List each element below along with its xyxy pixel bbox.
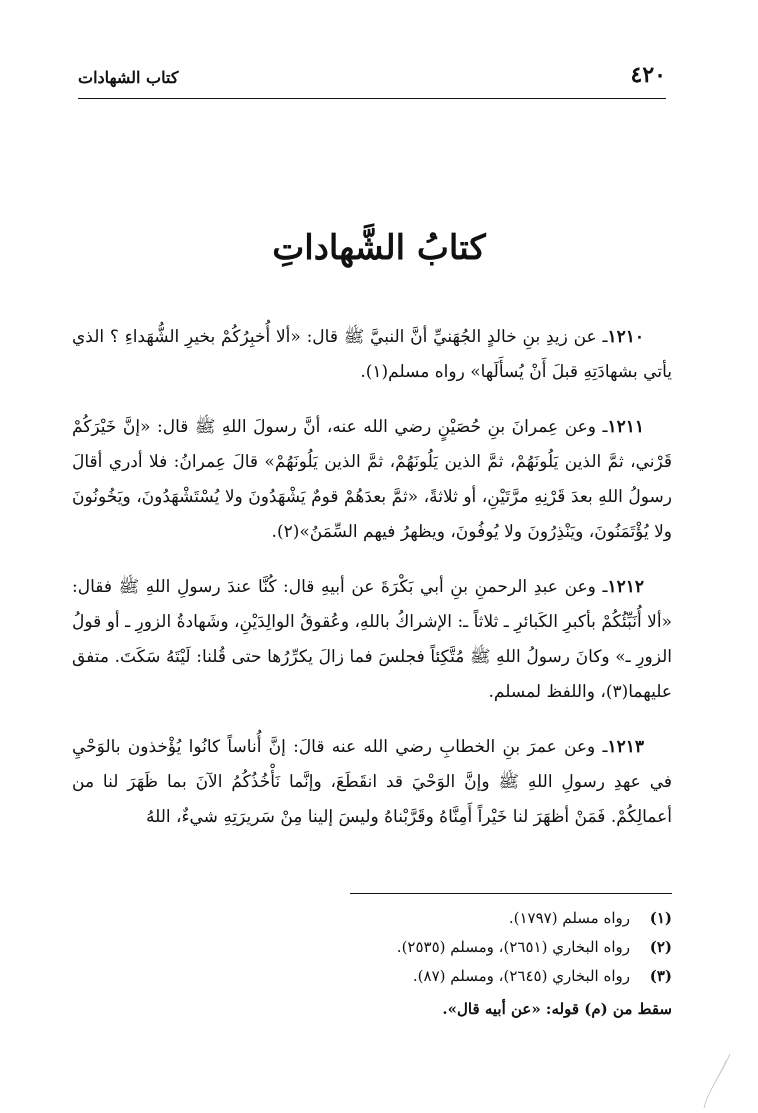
hadith-list <box>72 320 672 855</box>
hadith-1211 <box>72 410 672 550</box>
hadith-1210 <box>72 320 672 390</box>
footnote-3 <box>72 962 672 991</box>
footnote-text: رواه البخاري (٢٦٤٥)، ومسلم (٨٧). <box>412 967 630 985</box>
hadith-1212 <box>72 570 672 710</box>
chapter-title: كتابُ الشَّهاداتِ <box>272 228 486 268</box>
hadith-number: ١٢١٣ <box>607 737 644 757</box>
running-section-title: كتاب الشهادات <box>78 68 179 87</box>
hadith-text: ـ وعن عمرَ بنِ الخطابِ رضي الله عنه قالَ: إنَّ أُناساً كانُوا يُؤْخذون بالوَحْيِ في عهدِ رسولِ اللهِ ﷺ وإنَّ الوَحْيَ قد انقَطَعَ، وإنَّما نَأْخُذُكُمُ الآنَ بما ظَهَرَ لنا من أعمالِكُمْ. فَمَنْ أظهَرَ لنا خَيْراً أَمِنَّاهُ وقَرَّبْناهُ وليسَ إلينا مِنْ سَريرَتِهِ شيءٌ، اللهُ <box>72 737 672 827</box>
footnote-text: رواه مسلم (١٧٩٧). <box>508 909 630 927</box>
running-header <box>78 60 666 99</box>
footnote-divider <box>350 893 672 894</box>
footnote-1 <box>72 904 672 933</box>
hadith-text: ـ وعن عبدِ الرحمنِ بنِ أبي بَكْرَةَ عن أبيهِ قال: كُنَّا عندَ رسولِ اللهِ ﷺ فقال: «ألا أُنَبِّئُكُمْ بأكبرِ الكَبائرِ ـ ثلاثاً ـ: الإشراكُ باللهِ، وعُقوقُ الوالِدَيْنِ، وشَهادةُ الزورِ ـ أو قولُ الزورِ ـ» وكانَ رسولُ اللهِ ﷺ مُتَّكِئاً فجلسَ فما زالَ يكرِّرُها حتى قُلنا: لَيْتَهُ سَكَتَ. متفق عليهما(٣)، واللفظ لمسلم. <box>72 577 672 702</box>
hadith-text: ـ عن زيدِ بنِ خالدٍ الجُهَنيِّ أنَّ النبيَّ ﷺ قال: «ألا أُخبِرُكُمْ بخيرِ الشُّهَداءِ ؟ الذي يأتي بشهادَتِهِ قبلَ أَنْ يُسأَلَها» رواه مسلم(١). <box>72 327 672 382</box>
footnote-number: (١) <box>649 909 672 927</box>
footnote-number: (٢) <box>649 938 672 956</box>
hadith-number: ١٢١١ <box>607 417 644 437</box>
hadith-number: ١٢١٠ <box>607 327 644 347</box>
hadith-number: ١٢١٢ <box>607 577 644 597</box>
footnote-text: رواه البخاري (٢٦٥١)، ومسلم (٢٥٣٥). <box>396 938 630 956</box>
manuscript-variant-note: سقط من (م) قوله: «عن أبيه قال». <box>442 1000 672 1018</box>
hadith-text: ـ وعن عِمرانَ بنِ حُصَيْنٍ رضي الله عنه، أنَّ رسولَ اللهِ ﷺ قال: «إنَّ خَيْرَكُمْ قَرْني، ثمَّ الذين يَلُونَهُمْ، ثمَّ الذين يَلُونَهُمْ، ثمَّ الذين يَلُونَهُمْ» قالَ عِمرانُ: فلا أدري أقالَ رسولُ اللهِ بعدَ قَرْنِهِ مرَّتَيْنِ، أو ثلاثةً، «ثمَّ بعدَهُمْ قومٌ يَشْهَدُونَ ولا يُسْتَشْهَدُونَ، ويَخُونُونَ ولا يُؤْتَمَنُونَ، ويَنْذِرُونَ ولا يُوفُونَ، ويظهرُ فيهم السِّمَنُ»(٢). <box>72 417 672 542</box>
footnotes <box>72 904 672 991</box>
footnote-number: (٣) <box>649 967 672 985</box>
pencil-mark <box>696 1050 736 1110</box>
page-number: ٤٢٠ <box>630 62 666 88</box>
footnote-2 <box>72 933 672 962</box>
hadith-1213 <box>72 730 672 835</box>
